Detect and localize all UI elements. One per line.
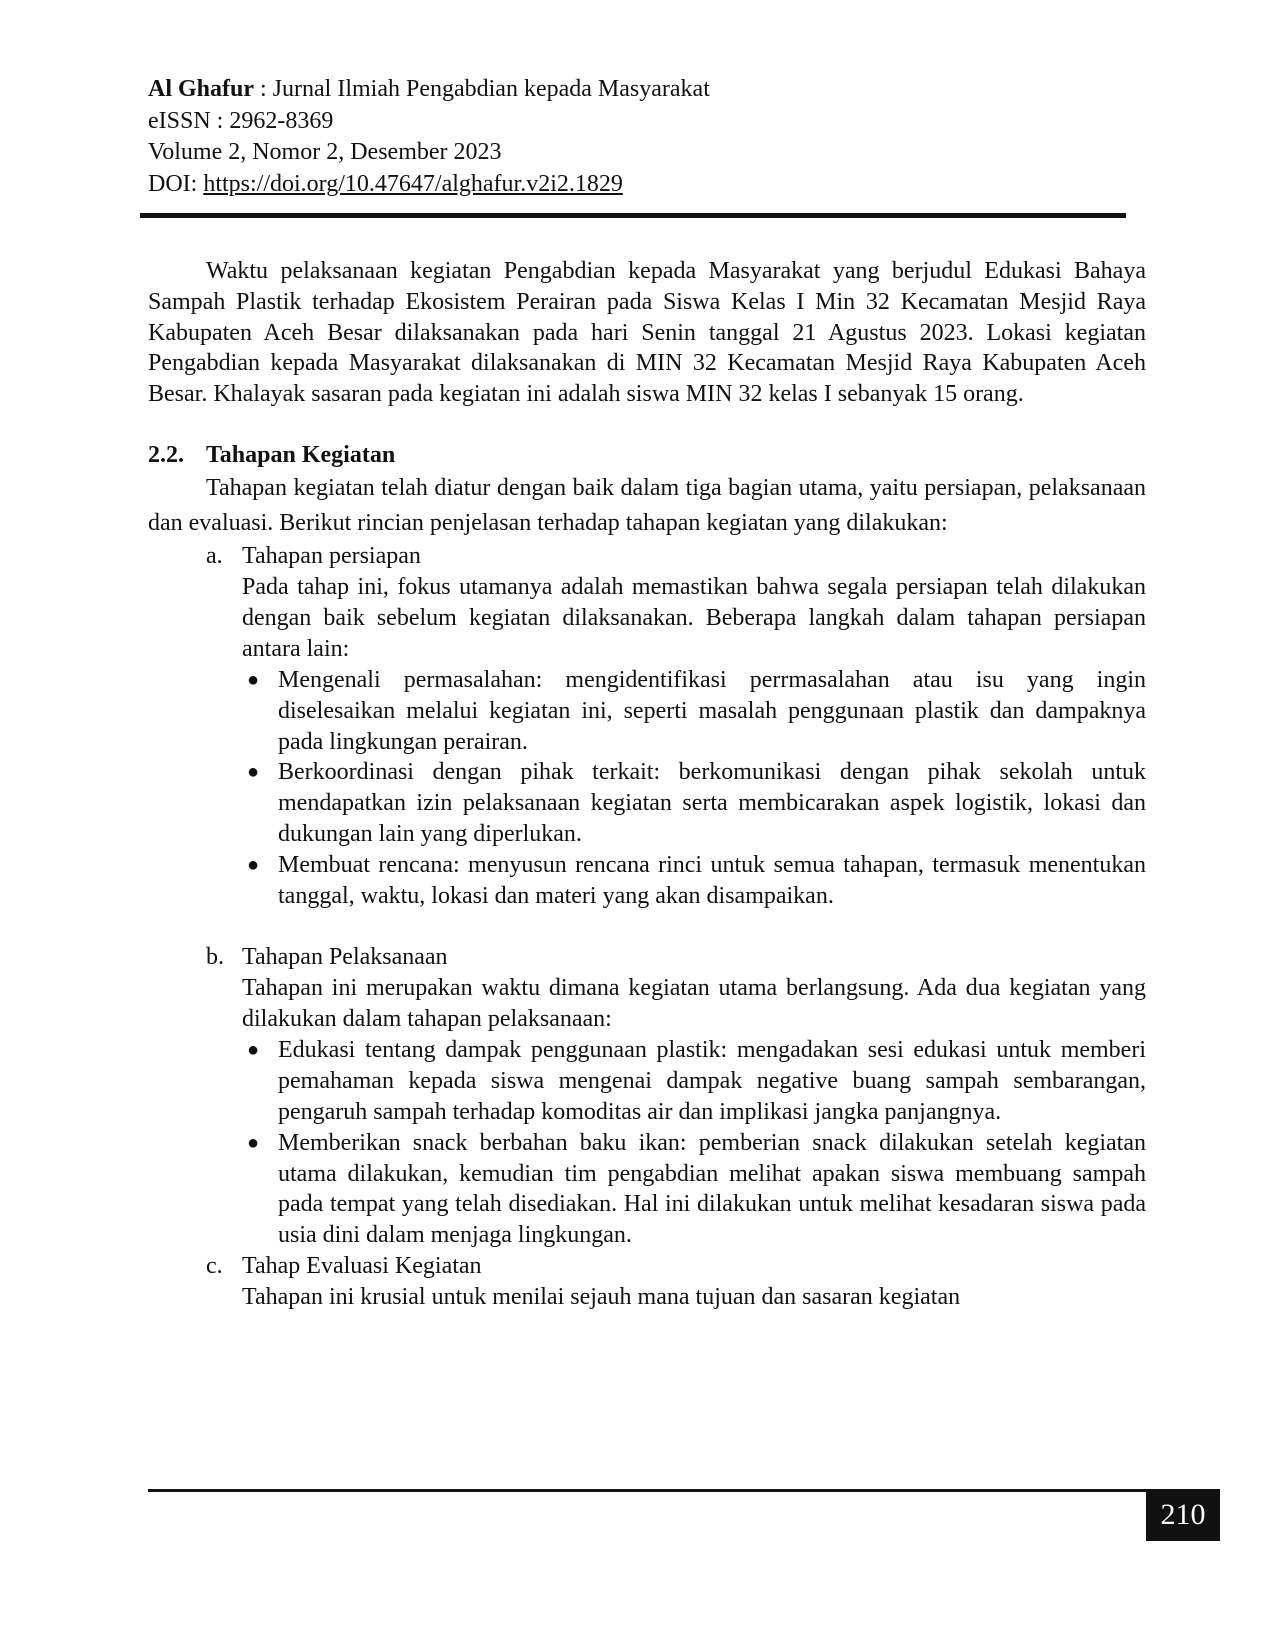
header-divider [140,213,1126,218]
stage-description: Tahapan ini krusial untuk menilai sejauh mana tujuan dan sasaran kegiatan [242,1283,961,1310]
journal-header [148,74,1128,200]
bullet-text: Membuat rencana: menyusun rencana rinci untuk semua tahapan, termasuk menentukan tanggal, waktu, lokasi dan materi yang akan disampaikan. [278,851,1146,909]
stage-marker: a. [206,542,223,569]
bullet-icon: ● [247,1039,260,1062]
volume-issue: Volume 2, Nomor 2, Desember 2023 [148,139,502,165]
eissn: eISSN : 2962-8369 [148,107,334,134]
bullet-text: Edukasi tentang dampak penggunaan plastik: mengadakan sesi edukasi untuk memberi pemahaman kepada siswa mengenai dampak negative buang sampah sembarangan, pengaruh sampah terhadap komoditas air dan implikasi jangka panjangnya. [278,1037,1146,1125]
article-body [148,256,1146,1313]
section-number: 2.2. [148,441,184,468]
list-item [242,757,1146,849]
stage-marker: b. [206,944,224,971]
paragraph-implementation-time: Waktu pelaksanaan kegiatan Pengabdian kepada Masyarakat yang berjudul Edukasi Bahaya Sampah Plastik terhadap Ekosistem Perairan pada Siswa Kelas I Min 32 Kecamatan Mesjid Raya Kabupaten Aceh Besar dilaksanakan pada hari Senin tanggal 21 Agustus 2023. Lokasi kegiatan Pengabdian kepada Masyarakat dilaksanakan di MIN 32 Kecamatan Mesjid Raya Kabupaten Aceh Besar. Khalayak sasaran pada kegiatan ini adalah siswa MIN 32 kelas I sebanyak 15 orang. [148,258,1146,408]
doi-label: DOI: [148,170,204,197]
stage-description: Pada tahap ini, fokus utamanya adalah memastikan bahwa segala persiapan telah dilakukan dengan baik sebelum kegiatan dilaksanakan. Beberapa langkah dalam tahapan persiapan antara lain: [242,573,1146,662]
stage-title: Tahapan Pelaksanaan [242,944,448,971]
bullet-icon: ● [247,853,260,876]
stage-marker: c. [206,1252,223,1279]
list-item [242,1035,1146,1127]
list-item [242,850,1146,912]
bullet-icon: ● [247,761,260,784]
stage-evaluation [148,1251,1146,1313]
stage-implementation [148,942,1146,1251]
journal-title-line [148,74,1128,106]
doi-link[interactable]: https://doi.org/10.47647/alghafur.v2i2.1829 [203,170,623,197]
doi-line [148,169,1128,201]
page-number: 210 [1146,1489,1220,1541]
stage-title: Tahapan persiapan [242,542,421,569]
stage-bullets [242,665,1146,911]
bullet-icon: ● [247,1131,260,1154]
bullet-text: Mengenali permasalahan: mengidentifikasi perrmasalahan atau isu yang ingin diselesaikan melalui kegiatan ini, seperti masalah penggunaan plastik dan dampaknya pada lingkungan perairan. [278,666,1146,755]
bullet-text: Berkoordinasi dengan pihak terkait: berkomunikasi dengan pihak sekolah untuk mendapatkan izin pelaksanaan kegiatan serta membicarakan aspek logistik, lokasi dan dukungan lain yang diperlukan. [278,759,1146,847]
stage-title: Tahap Evaluasi Kegiatan [242,1252,482,1279]
list-item [242,665,1146,757]
journal-name: Al Ghafur [148,76,255,102]
stage-bullets [242,1035,1146,1251]
bullet-icon: ● [247,668,260,691]
footer-divider [148,1489,1148,1492]
stage-preparation [148,541,1146,911]
list-item [242,1128,1146,1251]
section-intro: Tahapan kegiatan telah diatur dengan baik dalam tiga bagian utama, yaitu persiapan, pelaksanaan dan evaluasi. Berikut rincian penjelasan terhadap tahapan kegiatan yang dilakukan: [148,474,1146,536]
section-heading [148,440,1146,471]
journal-subtitle: : Jurnal Ilmiah Pengabdian kepada Masyarakat [254,76,710,102]
bullet-text: Memberikan snack berbahan baku ikan: pemberian snack dilakukan setelah kegiatan utama dilakukan, kemudian tim pengabdian melihat apakan siswa membuang sampah pada tempat yang telah disediakan. Hal ini dilakukan untuk melihat kesadaran siswa pada usia dini dalam menjaga lingkungan. [278,1129,1146,1249]
section-title: Tahapan Kegiatan [206,441,396,468]
stage-description: Tahapan ini merupakan waktu dimana kegiatan utama berlangsung. Ada dua kegiatan yang dilakukan dalam tahapan pelaksanaan: [242,975,1146,1033]
